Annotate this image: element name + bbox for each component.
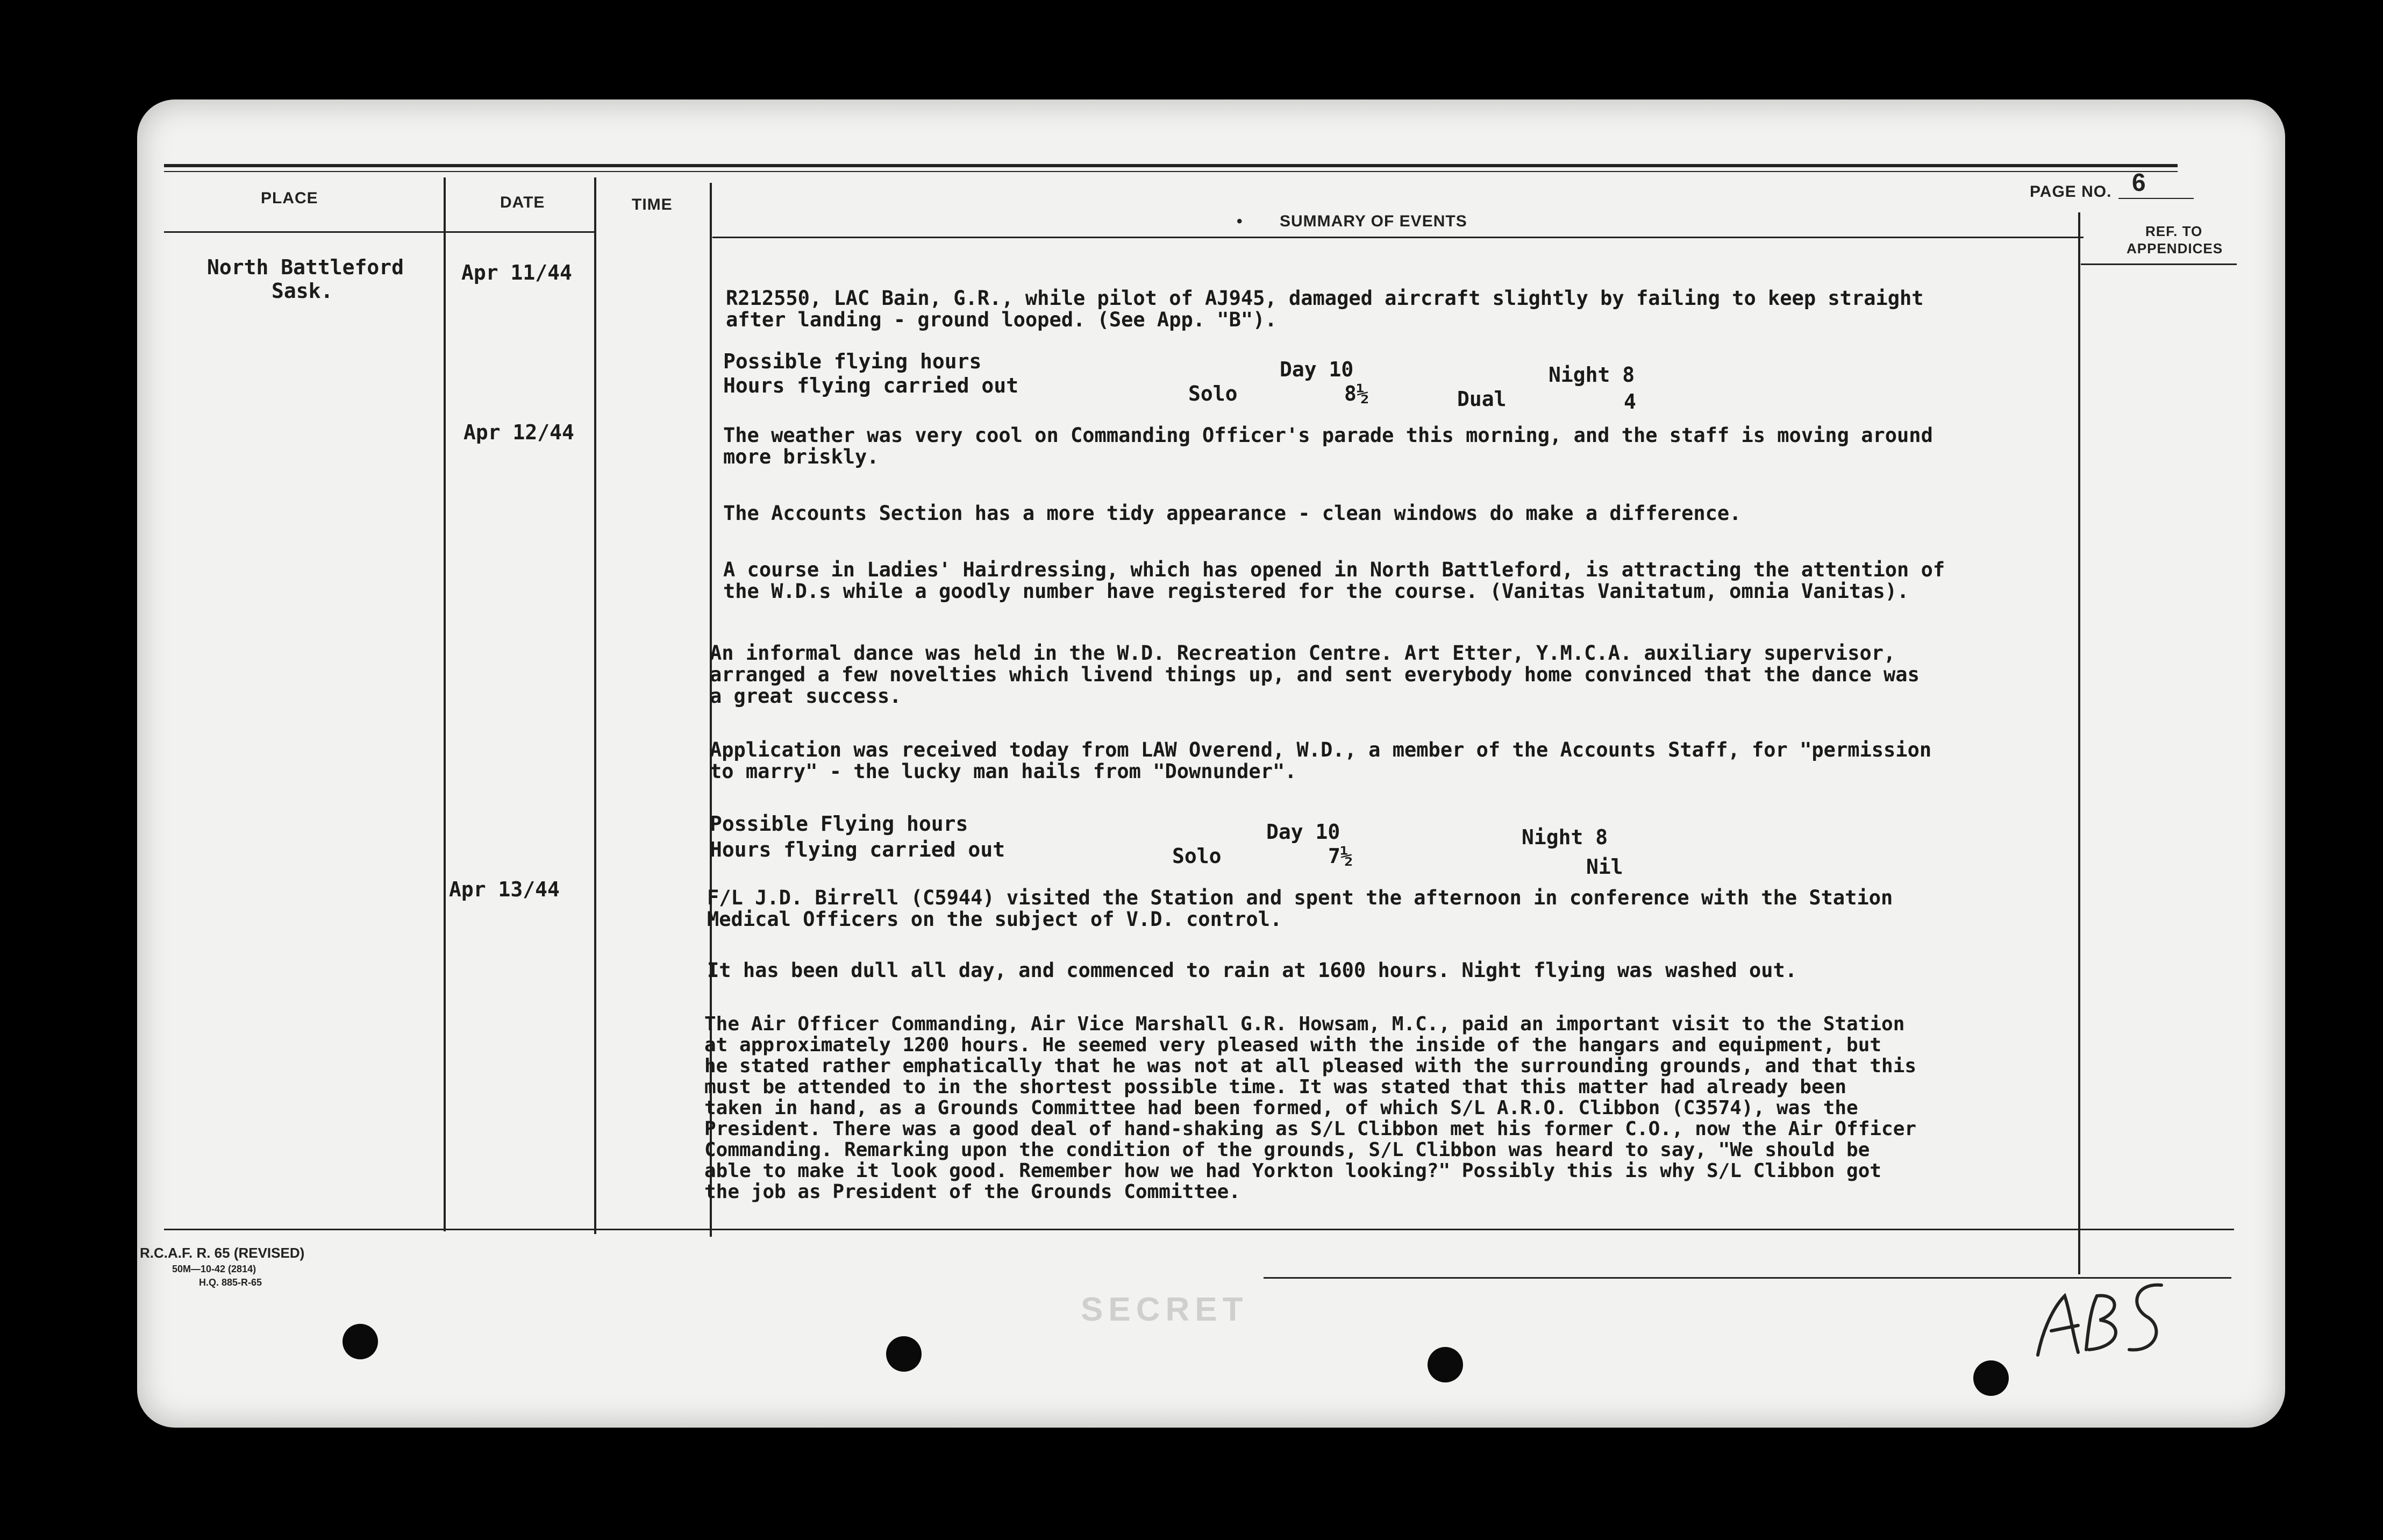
- entry-accounts-section: The Accounts Section has a more tidy appearance - clean windows do make a difference.: [723, 502, 1742, 525]
- binder-hole-3: [1428, 1347, 1463, 1382]
- stats2-solo: Solo: [1172, 844, 1222, 868]
- date-apr-13: Apr 13/44: [449, 878, 560, 901]
- entry-dull-weather: It has been dull all day, and commenced to rain at 1600 hours. Night flying was washed out.: [707, 959, 1797, 982]
- stats1-dual: Dual: [1457, 387, 1507, 411]
- print-code: 50M—10-42 (2814): [172, 1264, 256, 1274]
- handwritten-initials-signature: [2027, 1274, 2172, 1366]
- entry-ground-loop: R212550, LAC Bain, G.R., while pilot of AJ945, damaged aircraft slightly by failing to keep straight after landing - ground looped. (See App. "B").: [726, 287, 1924, 331]
- stats1-day: Day 10: [1280, 358, 1354, 381]
- entry-informal-dance: An informal dance was held in the W.D. Recreation Centre. Art Etter, Y.M.C.A. auxiliary supervisor, arranged a few novelties which livend things up, and sent everybody home convinced that the dance was a great success.: [710, 641, 1920, 708]
- page-number-label: PAGE NO.: [2030, 183, 2112, 201]
- marker-dot: •: [1237, 212, 1243, 230]
- stats1-dual-value: 4: [1624, 390, 1636, 413]
- place-column-header: PLACE: [261, 189, 318, 207]
- top-rule: [164, 164, 2178, 167]
- binder-hole-2: [886, 1336, 922, 1372]
- time-column-header: TIME: [632, 196, 673, 213]
- entry-birrell-visit: F/L J.D. Birrell (C5944) visited the Station and spent the afternoon in conference with the Station Medical Officers on the subject of V.D. control.: [707, 886, 1893, 931]
- entry-weather-parade: The weather was very cool on Commanding Officer's parade this morning, and the staff is moving around more briskly.: [723, 424, 1933, 468]
- page-number: 6: [2132, 168, 2146, 196]
- form-reference: [140, 1245, 304, 1288]
- header-bottom-rule: [164, 231, 594, 233]
- page-number-underline: [2118, 198, 2194, 199]
- stats1-solo-value: 8½: [1344, 382, 1369, 405]
- binder-hole-4: [1973, 1360, 2009, 1396]
- ref-header-rule: [2081, 263, 2237, 265]
- form-number: R.C.A.F. R. 65 (REVISED): [140, 1245, 305, 1261]
- entry-aoc-visit: The Air Officer Commanding, Air Vice Marshall G.R. Howsam, M.C., paid an important visit to the Station at approximately 1200 hours. He seemed very pleased with the inside of the hangars and equipment, but he stated rather emphatically that he was not at all pleased with the surrounding grounds, and that this must be attended to in the shortest possible time. It was stated that this matter had already been taken in hand, as a Grounds Committee had been formed, of which S/L A.R.O. Clibbon (C3574), was the President. There was a good deal of hand-shaking as S/L Clibbon met his former C.O., now the Air Officer Commanding. Remarking upon the condition of the grounds, S/L Clibbon was heard to say, "We should be able to make it look good. Remember how we had Yorkton looking?" Possibly this is why S/L Clibbon got the job as President of the Grounds Committee.: [704, 1013, 1917, 1203]
- binder-hole-1: [343, 1324, 378, 1359]
- stats2-night-value: Nil: [1586, 855, 1623, 879]
- footer-rule: [164, 1229, 2234, 1230]
- stats1-night: Night 8: [1549, 363, 1635, 387]
- stats2-day: Day 10: [1266, 820, 1340, 844]
- stats2-carried-label: Hours flying carried out: [710, 838, 1005, 861]
- stats1-carried-label: Hours flying carried out: [723, 374, 1019, 397]
- summary-column-header: SUMMARY OF EVENTS: [1280, 212, 1467, 230]
- summary-header-rule: [712, 237, 2084, 238]
- place-line-2: Sask.: [272, 279, 333, 303]
- secret-stamp-faint: SECRET: [1081, 1291, 1248, 1328]
- ref-header-line2: APPENDICES: [2127, 240, 2223, 256]
- entry-hairdressing-course: A course in Ladies' Hairdressing, which has opened in North Battleford, is attracting the attention of the W.D.s while a goodly number have registered for the course. (Vanitas Vanitatum, omnia Vanitas).: [723, 558, 1945, 603]
- place-line-1: North Battleford: [207, 255, 404, 279]
- stats1-possible-label: Possible flying hours: [723, 350, 982, 373]
- stats2-possible-label: Possible Flying hours: [710, 812, 968, 836]
- stats2-solo-value: 7½: [1328, 844, 1353, 868]
- date-column-header: DATE: [500, 194, 545, 211]
- stats1-solo: Solo: [1188, 382, 1238, 405]
- date-apr-12: Apr 12/44: [463, 420, 574, 444]
- top-rule-thin: [164, 171, 2178, 172]
- column-divider-place-date: [444, 177, 446, 1231]
- hq-file-number: H.Q. 885-R-65: [199, 1277, 262, 1288]
- entry-permission-to-marry: Application was received today from LAW Overend, W.D., a member of the Accounts Staff, for "permission to marry" - the lucky man hails from "Downunder".: [710, 738, 1932, 783]
- column-divider-date-time: [594, 177, 596, 1234]
- column-divider-summary-ref: [2078, 212, 2080, 1274]
- date-apr-11: Apr 11/44: [461, 261, 572, 284]
- stats2-night: Night 8: [1522, 825, 1608, 849]
- ref-header-line1: REF. TO: [2145, 223, 2203, 239]
